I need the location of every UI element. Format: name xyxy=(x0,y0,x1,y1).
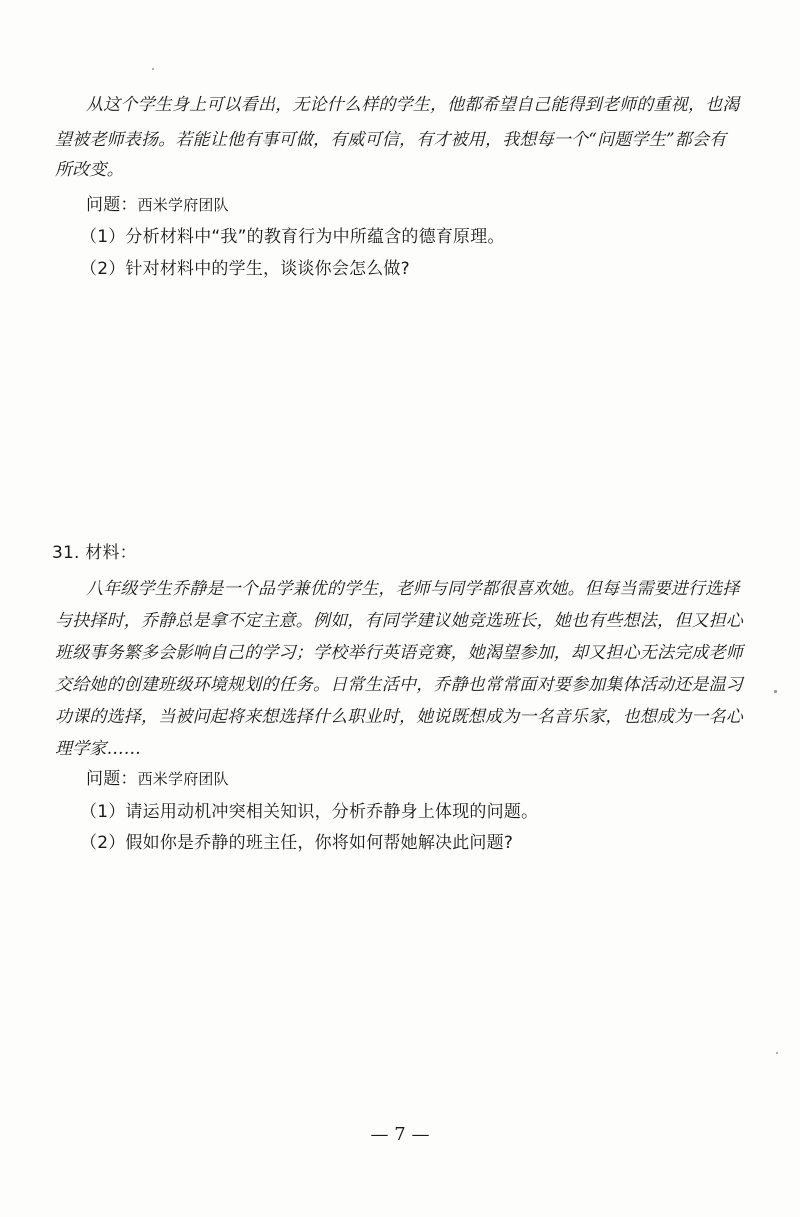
question-team: 西米学府团队 xyxy=(137,770,229,788)
question-label: 问题： xyxy=(86,769,138,789)
material-line: 所改变。 xyxy=(55,160,124,180)
material-line: 功课的选择，当被问起将来想选择什么职业时，她说既想成为一名音乐家，也想成为一名心 xyxy=(55,707,743,727)
question-heading: 31. 材料： xyxy=(52,543,137,563)
material-line: 八年级学生乔静是一个品学兼优的学生，老师与同学都很喜欢她。但每当需要进行选择 xyxy=(86,579,740,599)
question-item: （2）针对材料中的学生，谈谈你会怎么做? xyxy=(80,259,410,279)
question-item: （1）请运用动机冲突相关知识，分析乔静身上体现的问题。 xyxy=(80,802,539,822)
question-item: （2）假如你是乔静的班主任，你将如何帮她解决此问题? xyxy=(80,833,514,853)
material-line: 与抉择时，乔静总是拿不定主意。例如，有同学建议她竞选班长，她也有些想法，但又担心 xyxy=(55,611,743,631)
question-label-row xyxy=(86,193,229,217)
material-line: 望被老师表扬。若能让他有事可做，有威可信，有才被用，我想每一个“问题学生”都会有 xyxy=(55,130,727,150)
question-team: 西米学府团队 xyxy=(137,196,229,214)
scan-speck xyxy=(774,690,777,693)
question-label-row xyxy=(86,767,229,791)
scan-speck xyxy=(152,68,154,70)
question-item: （1）分析材料中“我”的教育行为中所蕴含的德育原理。 xyxy=(80,227,505,247)
material-line: 交给她的创建班级环境规划的任务。日常生活中，乔静也常常面对要参加集体活动还是温习 xyxy=(55,675,743,695)
page-number: — 7 — xyxy=(370,1124,430,1145)
material-line: 班级事务繁多会影响自己的学习；学校举行英语竞赛，她渴望参加，却又担心无法完成老师 xyxy=(55,643,743,663)
material-line: 理学家…… xyxy=(55,739,141,759)
question-label: 问题： xyxy=(86,195,138,215)
scan-speck xyxy=(776,1052,778,1054)
material-line: 从这个学生身上可以看出，无论什么样的学生，他都希望自己能得到老师的重视，也渴 xyxy=(86,95,740,115)
